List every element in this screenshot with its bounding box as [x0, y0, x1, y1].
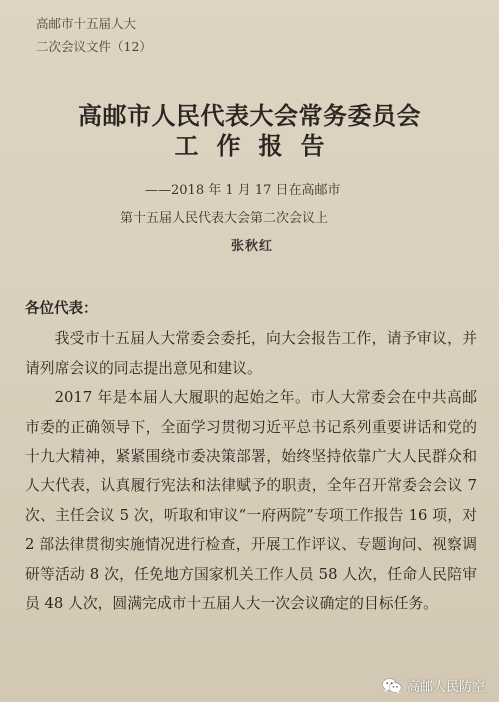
- watermark-text: 高邮人民防空: [406, 680, 485, 695]
- document-label: [36, 12, 152, 58]
- title-block: [0, 100, 499, 161]
- report-body: [25, 295, 477, 618]
- wechat-icon: [382, 678, 402, 694]
- report-speaker: 张秋红: [231, 239, 274, 254]
- report-date: ——2018 年 1 月 17 日在高邮市: [145, 183, 341, 198]
- salutation: 各位代表：: [25, 301, 98, 317]
- report-session: 第十五届人民代表大会第二次会议上: [120, 211, 329, 226]
- document-label-line1: 高邮市十五届人大: [36, 16, 137, 31]
- paragraph: 我受市十五届人大常委会委托，向大会报告工作，请予审议，并请列席会议的同志提出意见和建议。: [25, 330, 477, 377]
- document-label-line2: 二次会议文件（12）: [36, 39, 152, 54]
- document-subtitle: 工作报告: [174, 131, 343, 160]
- report-meta: [0, 177, 499, 261]
- document-title: 高邮市人民代表大会常务委员会: [78, 101, 421, 130]
- paragraph: 2017 年是本届人大履职的起始之年。市人大常委会在中共高邮市委的正确领导下，全面学习贯彻习近平总书记系列重要讲话和党的十九大精神，紧紧围绕市委决策部署，始终坚持依靠广大人民群众和人大代表，认真履行宪法和法律赋予的职责，全年召开常委会会议 7 次、主任会议 5 次，听取和审议“一府两院”专项工作报告 16 项，对 2 部法律贯彻实施情况进行检查，开展工作评议、专题询问、视察调研等活动 8 次，任免地方国家机关工作人员 58 人次，任命人民陪审员 48 人次，圆满完成市十五届人大一次会议确定的目标任务。: [25, 389, 477, 613]
- watermark: [382, 676, 485, 695]
